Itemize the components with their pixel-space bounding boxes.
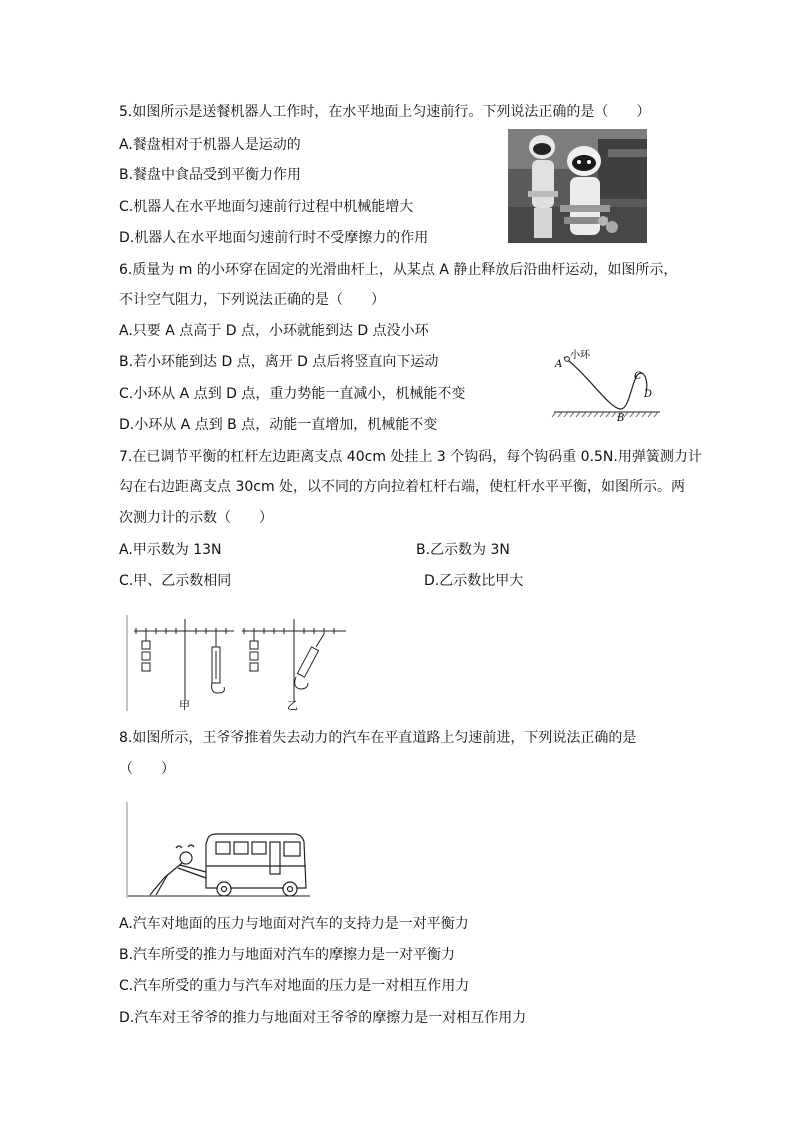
- q6-option-d: D.小环从 A 点到 B 点，动能一直增加，机械能不变: [119, 417, 438, 433]
- point-a-label: A: [555, 359, 563, 370]
- q5-option-a: A.餐盘相对于机器人是运动的: [119, 137, 301, 153]
- curved-rod-figure: [548, 345, 666, 425]
- q8-option-c: C.汽车所受的重力与汽车对地面的压力是一对相互作用力: [119, 978, 470, 994]
- lever-yi-label: 乙: [287, 699, 298, 712]
- q7-option-b: B.乙示数为 3N: [416, 542, 510, 558]
- q7-stem-line1: 7.在已调节平衡的杠杆左边距离支点 40cm 处挂上 3 个钩码，每个钩码重 0.5N.用弹簧测力计: [119, 449, 702, 465]
- point-d-label: D: [644, 389, 653, 400]
- q5-option-c: C.机器人在水平地面匀速前行过程中机械能增大: [119, 199, 414, 215]
- q5-option-d: D.机器人在水平地面匀速前行时不受摩擦力的作用: [119, 230, 429, 246]
- ring-label: 小环: [570, 350, 590, 361]
- q7-option-d: D.乙示数比甲大: [424, 573, 524, 589]
- lever-jia-label: 甲: [179, 699, 190, 712]
- point-b-label: B: [617, 413, 625, 424]
- q5-stem: 5.如图所示是送餐机器人工作时，在水平地面上匀速前行。下列说法正确的是（ ）: [119, 104, 651, 120]
- robot-photo: [508, 129, 647, 243]
- q8-option-a: A.汽车对地面的压力与地面对汽车的支持力是一对平衡力: [119, 916, 469, 932]
- q8-option-d: D.汽车对王爷爷的推力与地面对王爷爷的摩擦力是一对相互作用力: [119, 1010, 527, 1026]
- q7-option-a: A.甲示数为 13N: [119, 542, 222, 558]
- pushing-car-figure: [124, 802, 310, 900]
- q6-stem-line2: 不计空气阻力，下列说法正确的是（ ）: [119, 292, 385, 308]
- q8-option-b: B.汽车所受的推力与地面对汽车的摩擦力是一对平衡力: [119, 947, 456, 963]
- q6-option-a: A.只要 A 点高于 D 点，小环就能到达 D 点没小环: [119, 323, 429, 339]
- q8-stem-line1: 8.如图所示，王爷爷推着失去动力的汽车在平直道路上匀速前进，下列说法正确的是: [119, 730, 637, 746]
- q5-option-b: B.餐盘中食品受到平衡力作用: [119, 167, 302, 183]
- point-c-label: C: [634, 371, 642, 382]
- q8-stem-line2: （ ）: [119, 761, 175, 777]
- q7-option-c: C.甲、乙示数相同: [119, 573, 232, 589]
- q7-stem-line3: 次测力计的示数（ ）: [119, 510, 273, 526]
- lever-figure: [124, 613, 354, 713]
- q7-stem-line2: 勾在右边距离支点 30cm 处，以不同的方向拉着杠杆右端，使杠杆水平平衡，如图所示。两: [119, 479, 686, 495]
- q6-option-b: B.若小环能到达 D 点，离开 D 点后将竖直向下运动: [119, 354, 439, 370]
- q6-option-c: C.小环从 A 点到 D 点，重力势能一直减小，机械能不变: [119, 386, 466, 402]
- q6-stem-line1: 6.质量为 m 的小环穿在固定的光滑曲杆上，从某点 A 静止释放后沿曲杆运动，如图所示，: [119, 262, 678, 278]
